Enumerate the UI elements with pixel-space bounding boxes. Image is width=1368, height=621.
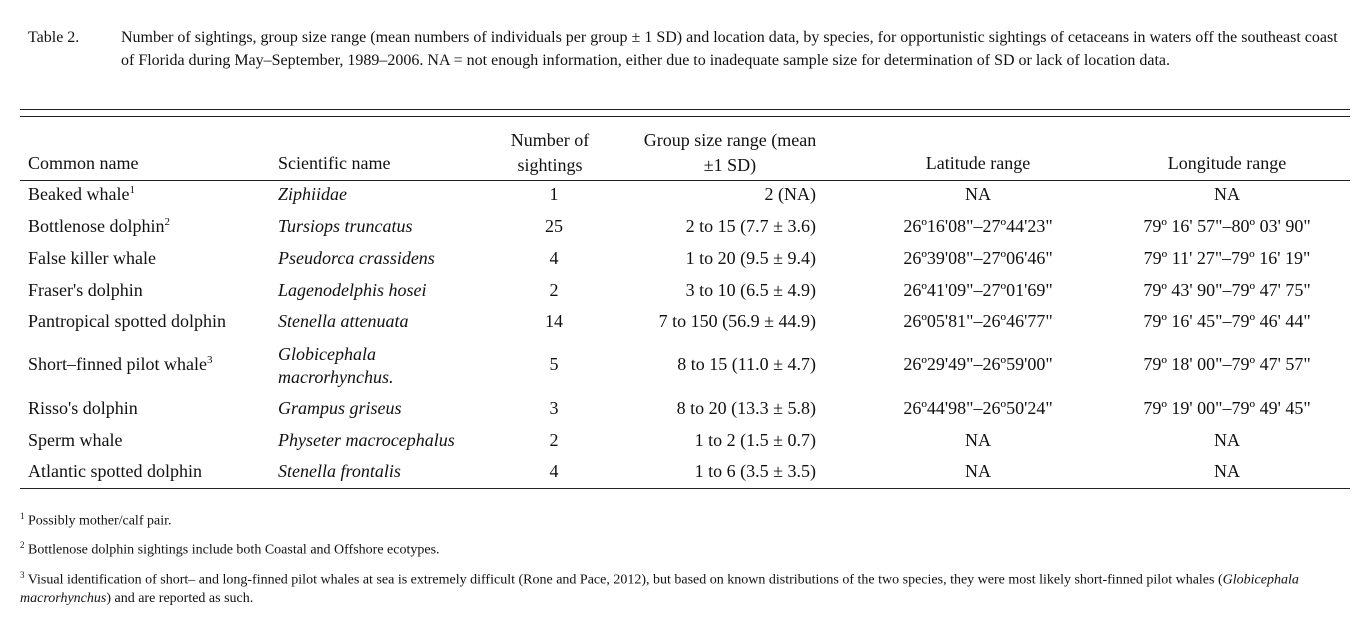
cell-group-size: 7 to 150 (56.9 ± 44.9) [658, 311, 816, 331]
footnote-species-italic: Globicephala macrorhynchus [20, 572, 1299, 606]
cell-scientific-name: Grampus griseus [278, 398, 402, 418]
cell-longitude: NA [1214, 461, 1240, 481]
header-group-line2: ±1 SD) [703, 155, 757, 175]
header-common-name: Common name [28, 153, 139, 173]
cell-latitude: NA [965, 461, 991, 481]
cell-scientific-name: Stenella frontalis [278, 461, 401, 481]
cell-scientific-name: Ziphiidae [278, 184, 348, 204]
cell-common-name: Beaked whale$^1$ [28, 184, 135, 204]
cell-latitude: 26º44'98"–26º50'24" [903, 398, 1053, 418]
cell-latitude: NA [965, 184, 991, 204]
header-group-size [612, 128, 848, 178]
cell-longitude: 79º 19' 00"–79º 49' 45" [1143, 398, 1311, 418]
cell-longitude: 79º 16' 45"–79º 46' 44" [1143, 311, 1311, 331]
cell-common-name: Atlantic spotted dolphin [28, 461, 202, 481]
cell-scientific-name: Tursiops truncatus [278, 216, 413, 236]
table-label: Table 2. [28, 29, 80, 46]
header-group-line1: Group size range (mean [643, 130, 817, 150]
cell-latitude: 26º41'09"–27º01'69" [903, 280, 1053, 300]
cell-scientific-name: Physeter macrocephalus [278, 430, 455, 450]
header-sightings [494, 128, 606, 178]
cell-sightings: 5 [549, 354, 559, 374]
cell-longitude: 79º 18' 00"–79º 47' 57" [1143, 354, 1311, 374]
cell-sightings: 3 [549, 398, 559, 418]
scientific-line1: Globicephala [278, 344, 376, 364]
cell-common-name: Sperm whale [28, 430, 123, 450]
bottom-rule [20, 488, 1350, 489]
cell-sightings: 1 [549, 184, 559, 204]
cell-longitude: 79º 11' 27"–79º 16' 19" [1143, 248, 1311, 268]
footnote-3: $^3$ Visual identification of short– and long-finned pilot whales at sea is extremely difficult (Rone and Pace, 2012), but based on known distributions of the two species, they were most likely short-finned pilot whales (Globicephala macrorhynchus) and are reported as such. [20, 570, 1299, 606]
header-scientific-name: Scientific name [278, 153, 391, 173]
header-latitude: Latitude range [925, 153, 1031, 173]
footnote-1: $^1$ Possibly mother/calf pair. [20, 511, 172, 529]
cell-sightings: 25 [545, 216, 563, 236]
cell-group-size: 8 to 15 (11.0 ± 4.7) [677, 354, 816, 374]
cell-latitude: 26º29'49"–26º59'00" [903, 354, 1053, 374]
cell-latitude: 26º16'08"–27º44'23" [903, 216, 1053, 236]
cell-longitude: NA [1214, 184, 1240, 204]
header-rule [20, 180, 1350, 181]
cell-group-size: 3 to 10 (6.5 ± 4.9) [685, 280, 816, 300]
cell-scientific-name: Pseudorca crassidens [278, 248, 435, 268]
cell-group-size: 1 to 20 (9.5 ± 9.4) [685, 248, 816, 268]
cell-sightings: 4 [549, 248, 559, 268]
cell-longitude: 79º 16' 57"–80º 03' 90" [1143, 216, 1311, 236]
header-longitude: Longitude range [1167, 153, 1287, 173]
cell-common-name: Fraser's dolphin [28, 280, 143, 300]
header-sightings-line2: sightings [517, 155, 583, 175]
cell-common-name: Risso's dolphin [28, 398, 138, 418]
cell-sightings: 2 [549, 280, 559, 300]
cell-latitude: 26º05'81"–26º46'77" [903, 311, 1053, 331]
cell-latitude: 26º39'08"–27º06'46" [903, 248, 1053, 268]
cell-scientific-name: Lagenodelphis hosei [278, 280, 427, 300]
table-caption [28, 26, 1348, 72]
cell-latitude: NA [965, 430, 991, 450]
cell-group-size: 1 to 6 (3.5 ± 3.5) [694, 461, 816, 481]
caption-text: Number of sightings, group size range (mean numbers of individuals per group ± 1 SD) and location data, by species, for opportunistic sightings of cetaceans in waters off the southeast coast of Florida during May–September, 1989–2006. NA = not enough information, either due to inadequate sample size for determination of SD or lack of location data. [121, 29, 1338, 69]
cell-scientific-name [278, 343, 394, 389]
top-rule-1 [20, 109, 1350, 110]
cell-longitude: 79º 43' 90"–79º 47' 75" [1143, 280, 1311, 300]
top-rule-2 [20, 116, 1350, 117]
cell-sightings: 4 [549, 461, 559, 481]
cell-sightings: 14 [545, 311, 563, 331]
cell-common-name: False killer whale [28, 248, 156, 268]
cell-group-size: 2 to 15 (7.7 ± 3.6) [685, 216, 816, 236]
cell-group-size: 2 (NA) [764, 184, 816, 204]
cell-sightings: 2 [549, 430, 559, 450]
header-sightings-line1: Number of [510, 130, 590, 150]
cell-scientific-name: Stenella attenuata [278, 311, 409, 331]
cell-common-name: Bottlenose dolphin$^2$ [28, 216, 170, 236]
cell-longitude: NA [1214, 430, 1240, 450]
cell-common-name: Short–finned pilot whale$^3$ [28, 354, 213, 374]
scientific-line2: macrorhynchus. [278, 367, 394, 387]
cell-group-size: 1 to 2 (1.5 ± 0.7) [694, 430, 816, 450]
footnote-2: $^2$ Bottlenose dolphin sightings include both Coastal and Offshore ecotypes. [20, 540, 440, 558]
cell-common-name: Pantropical spotted dolphin [28, 311, 226, 331]
cell-group-size: 8 to 20 (13.3 ± 5.8) [676, 398, 816, 418]
